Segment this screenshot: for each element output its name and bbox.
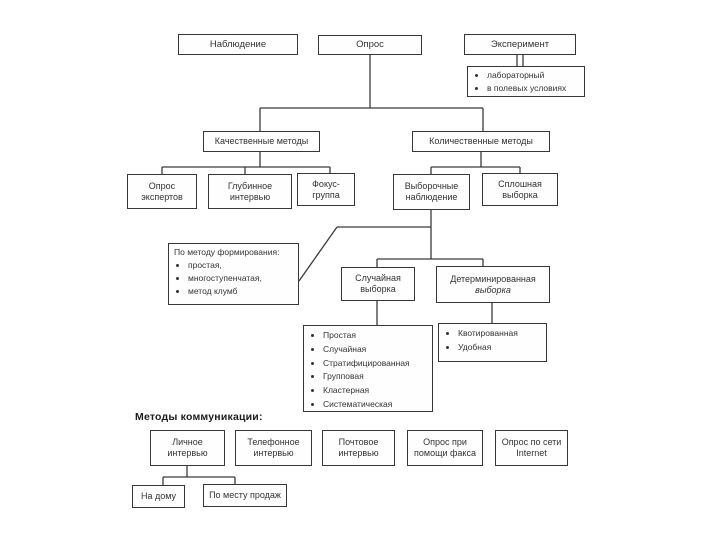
list-item: • Удобная [458, 341, 542, 355]
list-item: • Случайная [323, 343, 428, 357]
node-mail-interview: Почтовое интервью [322, 430, 395, 466]
communication-heading: Методы коммуникации: [135, 411, 263, 423]
random-sample-types-list [303, 325, 433, 412]
node-telephone-interview: Телефонное интервью [235, 430, 312, 466]
list-item: • простая, [188, 259, 294, 272]
node-quantitative-methods: Количественные методы [412, 131, 550, 152]
node-observation: Наблюдение [178, 34, 298, 55]
list-item: • в полевых условиях [487, 82, 580, 95]
node-internet-survey: Опрос по сети Internet [495, 430, 568, 466]
node-continuous-sample: Сплошная выборка [482, 173, 558, 206]
list-item: • многоступенчатая, [188, 272, 294, 285]
node-personal-interview: Личное интервью [150, 430, 225, 466]
node-experiment: Эксперимент [464, 34, 576, 55]
node-random-sample: Случайная выборка [341, 267, 415, 301]
list-item: • Кластерная [323, 384, 428, 398]
formation-method-box [168, 243, 299, 305]
node-sample-observation: Выборочные наблюдение [393, 174, 470, 210]
node-determined-sample-label [450, 274, 536, 295]
list-item: • Групповая [323, 370, 428, 384]
node-focus-group: Фокус-группа [297, 173, 355, 206]
list-item: • Квотированная [458, 327, 542, 341]
node-expert-survey: Опрос экспертов [127, 174, 197, 209]
node-at-home: На дому [132, 485, 185, 508]
node-qualitative-methods: Качественные методы [203, 131, 320, 152]
list-item: • метод клумб [188, 285, 294, 298]
list-item: • Стратифицированная [323, 357, 428, 371]
label-line: Детерминированная [450, 273, 536, 284]
list-item: • Простая [323, 329, 428, 343]
node-survey: Опрос [318, 35, 422, 55]
list-item: • лабораторный [487, 69, 580, 82]
experiment-types-list [467, 66, 585, 97]
label-line: выборка [475, 284, 511, 295]
node-depth-interview: Глубинное интервью [208, 174, 292, 209]
node-point-of-sale: По месту продаж [203, 484, 287, 507]
determined-sample-types-list [438, 323, 547, 362]
list-item: • Систематическая [323, 398, 428, 412]
node-determined-sample [436, 266, 550, 303]
formation-method-title: По методу формирования: [174, 247, 280, 257]
node-fax-survey: Опрос при помощи факса [407, 430, 483, 466]
